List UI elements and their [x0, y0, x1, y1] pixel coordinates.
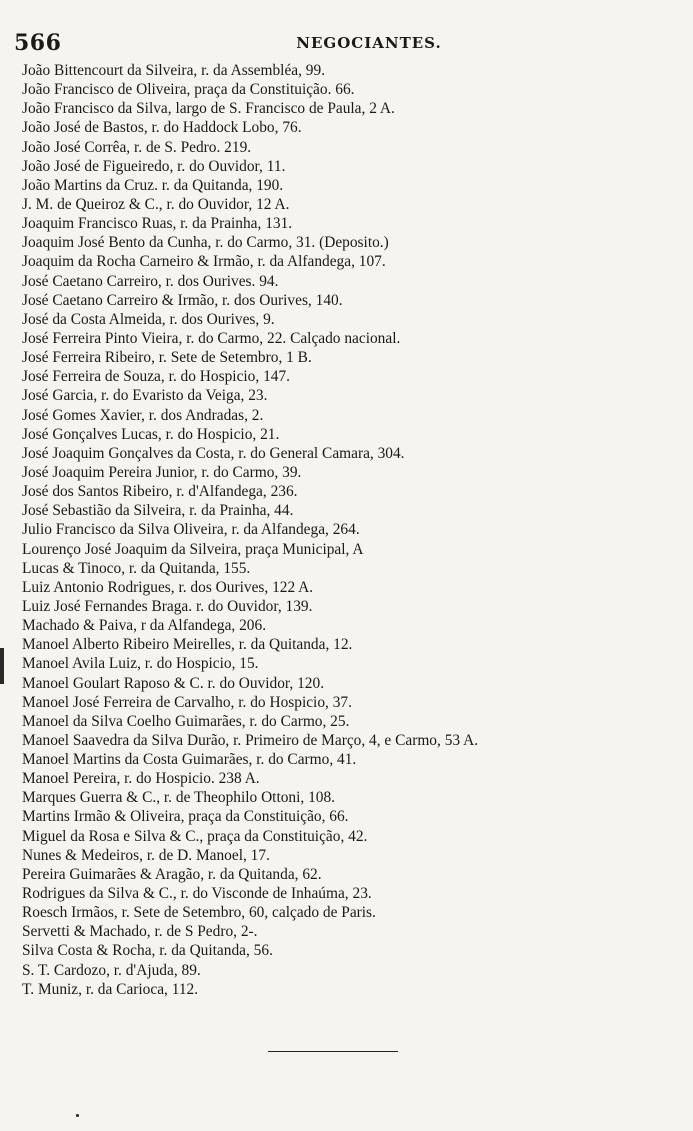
merchant-entry: João Bittencourt da Silveira, r. da Assembléa, 99.	[22, 62, 326, 79]
merchant-entry: Lourenço José Joaquim da Silveira, praça Municipal, A	[22, 540, 364, 558]
merchant-entry: Nunes & Medeiros, r. de D. Manoel, 17.	[22, 846, 270, 864]
merchant-entry: José da Costa Almeida, r. dos Ourives, 9.	[22, 310, 275, 328]
merchant-entry: José Joaquim Gonçalves da Costa, r. do General Camara, 304.	[22, 444, 405, 462]
merchant-list	[22, 61, 682, 999]
ink-speck	[76, 1114, 79, 1117]
merchant-entry: Silva Costa & Rocha, r. da Quitanda, 56.	[22, 942, 273, 960]
merchant-entry: João José Corrêa, r. de S. Pedro. 219.	[22, 138, 252, 156]
running-head: NEGOCIANTES.	[296, 34, 442, 52]
merchant-entry: José Gomes Xavier, r. dos Andradas, 2.	[22, 406, 264, 424]
merchant-entry: José Ferreira Ribeiro, r. Sete de Setembro, 1 B.	[22, 349, 312, 367]
merchant-entry: Manoel Goulart Raposo & C. r. do Ouvidor, 120.	[22, 674, 325, 692]
merchant-entry: Martins Irmão & Oliveira, praça da Constituição, 66.	[22, 808, 349, 826]
merchant-entry: Servetti & Machado, r. de S Pedro, 2-.	[22, 923, 258, 941]
merchant-entry: Roesch Irmãos, r. Sete de Setembro, 60, calçado de Paris.	[22, 904, 376, 922]
merchant-entry: J. M. de Queiroz & C., r. do Ouvidor, 12 A.	[22, 195, 290, 213]
merchant-entry: José dos Santos Ribeiro, r. d'Alfandega, 236.	[22, 483, 298, 501]
merchant-entry: Manoel Avila Luiz, r. do Hospicio, 15.	[22, 655, 259, 673]
merchant-entry: Joaquim José Bento da Cunha, r. do Carmo, 31. (Deposito.)	[22, 234, 389, 252]
merchant-entry: Miguel da Rosa e Silva & C., praça da Constituição, 42.	[22, 827, 368, 845]
merchant-entry: João José de Figueiredo, r. do Ouvidor, 11.	[22, 157, 286, 175]
page-header	[14, 30, 674, 54]
merchant-entry: Manoel Alberto Ribeiro Meirelles, r. da Quitanda, 12.	[22, 636, 353, 654]
merchant-entry: Manoel da Silva Coelho Guimarães, r. do Carmo, 25.	[22, 712, 350, 730]
merchant-entry: José Ferreira de Souza, r. do Hospicio, 147.	[22, 368, 290, 386]
merchant-entry: José Gonçalves Lucas, r. do Hospicio, 21.	[22, 425, 280, 443]
closing-rule	[268, 1051, 398, 1052]
merchant-entry: Julio Francisco da Silva Oliveira, r. da Alfandega, 264.	[22, 521, 360, 539]
merchant-entry: José Garcia, r. do Evaristo da Veiga, 23.	[22, 387, 268, 405]
merchant-entry: Luiz José Fernandes Braga. r. do Ouvidor, 139.	[22, 597, 313, 615]
merchant-entry: Joaquim Francisco Ruas, r. da Prainha, 131.	[22, 215, 293, 233]
merchant-entry: José Ferreira Pinto Vieira, r. do Carmo, 22. Calçado nacional.	[22, 329, 401, 347]
merchant-entry: João Francisco da Silva, largo de S. Francisco de Paula, 2 A.	[22, 100, 395, 118]
merchant-entry: Pereira Guimarães & Aragão, r. da Quitanda, 62.	[22, 865, 322, 883]
merchant-entry: Manoel Saavedra da Silva Durão, r. Primeiro de Março, 4, e Carmo, 53 A.	[22, 731, 479, 749]
merchant-entry: José Caetano Carreiro, r. dos Ourives. 94.	[22, 272, 279, 290]
merchant-entry: Manoel José Ferreira de Carvalho, r. do Hospicio, 37.	[22, 693, 352, 711]
merchant-entry: Luiz Antonio Rodrigues, r. dos Ourives, 122 A.	[22, 578, 314, 596]
merchant-entry: João Francisco de Oliveira, praça da Constituição. 66.	[22, 81, 355, 99]
merchant-entry: João Martins da Cruz. r. da Quitanda, 190.	[22, 176, 284, 194]
merchant-entry: Manoel Pereira, r. do Hospicio. 238 A.	[22, 770, 260, 788]
merchant-entry: José Joaquim Pereira Junior, r. do Carmo, 39.	[22, 463, 302, 481]
page-number: 566	[14, 30, 62, 56]
merchant-entry: Joaquim da Rocha Carneiro & Irmão, r. da Alfandega, 107.	[22, 253, 386, 271]
merchant-entry: Machado & Paiva, r da Alfandega, 206.	[22, 617, 267, 635]
merchant-entry: Marques Guerra & C., r. de Theophilo Ottoni, 108.	[22, 789, 336, 807]
binding-margin-mark	[0, 648, 4, 684]
merchant-entry: Rodrigues da Silva & C., r. do Visconde de Inhaúma, 23.	[22, 885, 372, 903]
merchant-entry: José Caetano Carreiro & Irmão, r. dos Ourives, 140.	[22, 291, 343, 309]
merchant-entry: João José de Bastos, r. do Haddock Lobo, 76.	[22, 119, 302, 137]
merchant-entry: T. Muniz, r. da Carioca, 112.	[22, 980, 199, 998]
merchant-entry: Manoel Martins da Costa Guimarães, r. do Carmo, 41.	[22, 751, 357, 769]
merchant-entry: S. T. Cardozo, r. d'Ajuda, 89.	[22, 961, 201, 979]
merchant-entry: José Sebastião da Silveira, r. da Prainha, 44.	[22, 502, 294, 520]
merchant-entry: Lucas & Tinoco, r. da Quitanda, 155.	[22, 559, 251, 577]
